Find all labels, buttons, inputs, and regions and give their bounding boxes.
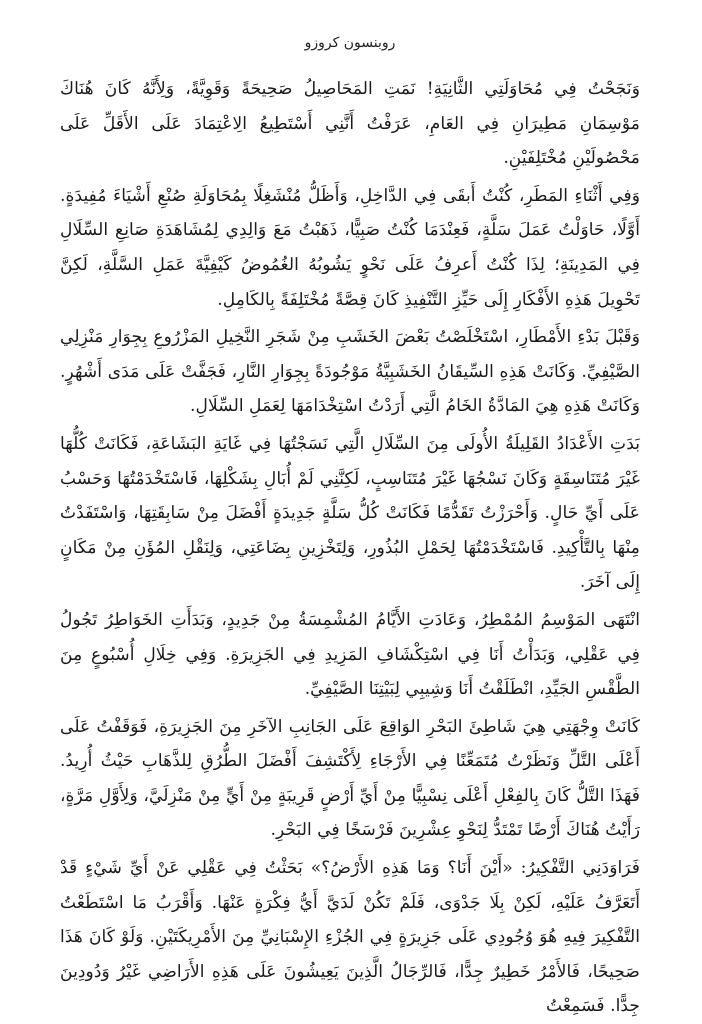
paragraph-5: انْتَهَى المَوْسِمُ المُمْطِرُ، وَعَادَتِ الأَيَّامُ المُشْمِسَةُ مِنْ جَدِيدٍ، وَبَدَأَتِ الخَوَاطِرُ تَجُولُ فِي عَقْلِي، وَبَدَأْتُ أَنَا فِي اسْتِكْشَافِ المَزِيدِ فِي الجَزِيرَةِ. وَفِي خِلَالِ أُسْبُوعٍ مِنَ الطَّقْسِ الجَيِّدِ، انْطَلَقْتُ أَنَا وَشِيبِي لِبَيْتِنَا الصَّيْفِيِّ.: [60, 609, 640, 700]
paragraph-7: فَرَاوَدَنِي التَّفْكِيرُ: «أَيْنَ أَنَا؟ وَمَا هَذِهِ الأَرْضُ؟» بَحَثْتُ فِي عَقْلِي عَنْ أَيِّ شَيْءٍ قَدْ أَتَعَرَّفُ عَلَيْهِ، لَكِنْ بِلَا جَدْوَى، فَلَمْ تَكُنْ لَدَيَّ أَيُّ فِكْرَةٍ عَنْهَا. وَأَقْرَبُ مَا اسْتَطَعْتُ التَّفْكِيرَ فِيهِ هُوَ وُجُودِي عَلَى جَزِيرَةٍ فِي الجُزْءِ الإِسْبَانِيِّ مِنَ الأَمْرِيكَتَيْنِ. وَلَوْ كَانَ هَذَا صَحِيحًا، فَالأَمْرُ خَطِيرٌ جِدًّا، فَالرِّجَالُ الَّذِينَ يَعِيشُونَ عَلَى هَذِهِ الأَرَاضِي غَيْرُ وَدُودِينَ جِدًّا. فَسَمِعْتُ: [60, 858, 640, 1017]
body-text: [60, 72, 640, 1024]
running-header: روبنسون كروزو: [304, 35, 396, 51]
paragraph-1: وَنَجَحْتُ فِي مُحَاوَلَتِي الثَّانِيَةِ! نَمَتِ المَحَاصِيلُ صَحِيحَةً وَقَوِيَّةً، وَلِأَنَّهُ كَانَ هُنَاكَ مَوْسِمَانِ مَطِيرَانِ فِي العَامِ، عَرَفْتُ أَنَّنِي أَسْتَطِيعُ الِاعْتِمَادَ عَلَى الأَقَلِّ عَلَى مَحْصُولَيْنِ مُخْتَلِفَيْنِ.: [60, 79, 640, 169]
paragraph-4: بَدَتِ الأَعْدَادُ القَلِيلَةُ الأُولَى مِنَ السِّلَالِ الَّتِي نَسَجْتُهَا فِي غَايَةِ البَشَاعَةِ، فَكَانَتْ كُلُّهَا غَيْرَ مُتَنَاسِقَةٍ وَكَانَ نَسْجُهَا غَيْرَ مُتَنَاسِبٍ، لَكِنَّنِي لَمْ أُبَالِ بِشَكْلِهَا، فَاسْتَخْدَمْتُهَا وَحَسْبُ عَلَى أَيِّ حَالٍ. وَأَحْرَزْتُ تَقَدُّمًا فَكَانَتْ كُلُّ سَلَّةٍ جَدِيدَةٍ أَفْضَلَ مِنْ سَابِقَتِهَا، وَاسْتَفَدْتُ مِنْهَا بِالتَّأْكِيدِ. فَاسْتَخْدَمْتُهَا لِحَمْلِ البُذُورِ، وَلِتَخْزِينِ بِضَاعَتِي، وَلِنَقْلِ المُؤَنِ مِنْ مَكَانٍ إِلَى آخَرَ.: [60, 433, 640, 593]
paragraph-2: وَفِي أَثْنَاءِ المَطَرِ، كُنْتُ أَبقَى فِي الدَّاخِلِ، وَأَظَلُّ مُنْشَغِلًا بِمُحَاوَلَةِ صُنْعِ أَشْيَاءَ مُفِيدَةٍ. أَوَّلًا، حَاوَلْتُ عَمَلَ سَلَّةٍ، فَعِنْدَمَا كُنْتُ صَبِيًّا، ذَهَبْتُ مَعَ وَالِدِي لِمُشَاهَدَةِ صَانِعِ السِّلَالِ فِي المَدِينَةِ؛ لِذَا كُنْتُ أَعرِفُ عَلَى نَحْوٍ يَشُوبُهُ الغُمُوضُ كَيْفِيَّةَ عَمَلِ السَّلَّةِ، لَكِنَّ تَحْوِيلَ هَذِهِ الأَفْكَارِ إِلَى حَيِّزِ التَّنْفِيذِ كَانَ قِصَّةً مُخْتَلِفَةً بِالكَامِلِ.: [60, 185, 640, 310]
paragraph-6: كَانَتْ وِجْهَتِي هِيَ شَاطِئَ البَحْرِ الوَاقِعَ عَلَى الجَانِبِ الآخَرِ مِنَ الجَزِيرَةِ، فَوَقَفْتُ عَلَى أَعْلَى التَّلِّ وَنَظَرْتُ مُتَمَعِّنًا فِي الأَرْجَاءِ لِأَكْتَشِفَ أَفْضَلَ الطُّرُقِ لِلذَّهَابِ حَيْثُ أُرِيدُ. فَهَذَا التَّلُّ كَانَ بِالفِعْلِ أَعْلَى نِسْبِيًّا مِنْ أَيِّ أَرْضٍ قَرِيبَةٍ مِنْ أَيٍّ مِنْ مَنْزِلَيَّ، وَلِأَوَّلِ مَرَّةٍ، رَأَيْتُ هُنَاكَ أَرْضًا تَمْتَدُّ لِنَحْوِ عِشْرِينَ فَرْسَخًا فِي البَحْرِ.: [60, 716, 640, 841]
paragraph-3: وَقَبْلَ بَدْءِ الأَمْطَارِ، اسْتَخْلَصْتُ بَعْضَ الخَشَبِ مِنْ شَجَرِ النَّخِيلِ المَزْرُوعِ بِجِوَارِ مَنْزِلِي الصَّيْفِيِّ. وَكَانَتْ هَذِهِ السِّيقَانُ الخَشَبِيَّةُ مَوْجُودَةً بِجِوَارِ النَّارِ، فَجَفَّتْ عَلَى مَدَى أَشْهُرٍ. وَكَانَتْ هَذِهِ هِيَ المَادَّةُ الخَامُ الَّتِي أَرَدْتُ اسْتِخْدَامَهَا لِعَمَلِ السِّلَالِ.: [60, 327, 640, 417]
